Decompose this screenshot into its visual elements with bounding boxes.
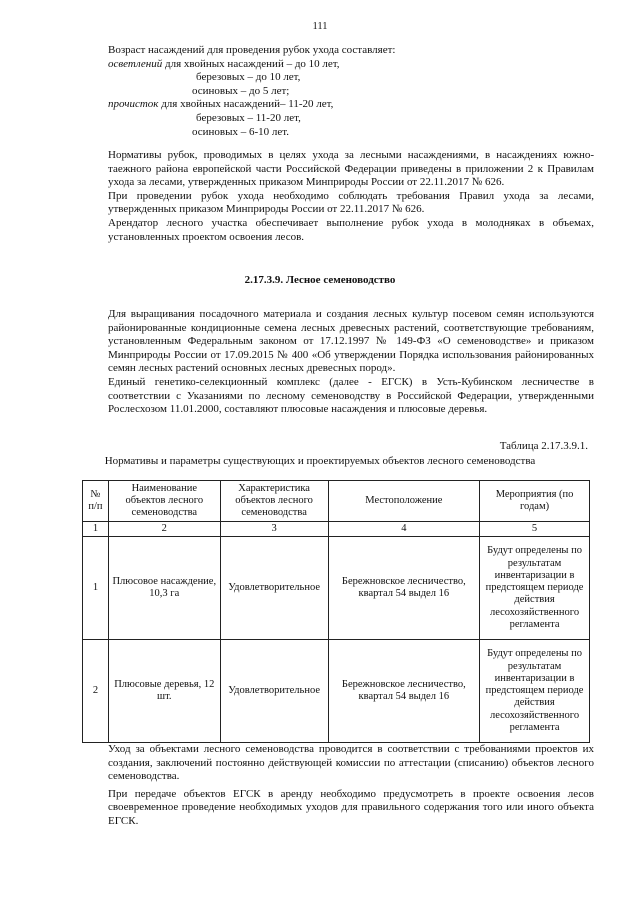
object-name: Плюсовое насаждение, 10,3 га — [108, 537, 220, 640]
intro-osvetleniya — [108, 58, 588, 72]
object-name: Плюсовые деревья, 12 шт. — [108, 640, 220, 743]
paragraph: Для выращивания посадочного материала и создания лесных культур посевом семян используются районированные кондиционные семена лесных древесных растений, соответствующие требованиям, установленным Федеральным законом от 17.12.1997 № 149-ФЗ «О семеноводстве» и приказом Минприроды России от 17.09.2015 № 400 «Об утверждении Порядка использования районированных семян лесных растений основных лесных древесных пород». — [108, 308, 594, 375]
table-label: Таблица 2.17.3.9.1. — [499, 440, 588, 452]
table-header-row — [83, 481, 590, 522]
paragraph-block-2 — [108, 308, 594, 417]
column-number-row — [83, 522, 590, 537]
row-number: 1 — [83, 537, 109, 640]
page-number: 111 — [312, 21, 328, 32]
object-activities: Будут определены по результатам инвентаризации в предстоящем периоде действия лесохозяйственного регламента — [480, 537, 590, 640]
object-location: Бережновское лесничество, квартал 54 выдел 16 — [328, 640, 480, 743]
object-location: Бережновское лесничество, квартал 54 выдел 16 — [328, 537, 480, 640]
intro-osv-birch: березовых – до 10 лет, — [196, 71, 301, 84]
intro-pro-aspen: осиновых – 6-10 лет. — [192, 125, 290, 138]
section-heading: 2.17.3.9. Лесное семеноводство — [244, 274, 396, 286]
paragraph-block-1 — [108, 149, 594, 244]
paragraph-block-3 — [108, 743, 594, 829]
paragraph: Арендатор лесного участка обеспечивает выполнение рубок ухода в молодняках в объемах, установленных проектом освоения лесов. — [108, 216, 594, 243]
table-row — [83, 537, 590, 640]
column-number: 5 — [480, 522, 590, 537]
object-characteristic: Удовлетворительное — [220, 640, 328, 743]
paragraph: При проведении рубок ухода необходимо соблюдать требования Правил ухода за лесами, утвержденных приказом Минприроды России от 22.11.2017 № 626. — [108, 189, 594, 216]
row-number: 2 — [83, 640, 109, 743]
column-number: 3 — [220, 522, 328, 537]
table-row — [83, 640, 590, 743]
column-number: 1 — [83, 522, 109, 537]
intro-pro-birch: березовых – 11-20 лет, — [196, 111, 301, 124]
paragraph: Нормативы рубок, проводимых в целях ухода за лесными насаждениями, в насаждениях южно-таежного района европейской части Российской Федерации приведены в приложении 2 к Правилам ухода за лесами, утвержденных приказом Минприроды России от 22.11.2017 № 626. — [108, 149, 594, 189]
term-prochistki: прочисток — [108, 98, 159, 111]
term-osvetleniya: осветлений — [108, 57, 163, 70]
intro-line: Возраст насаждений для проведения рубок ухода составляет: — [108, 44, 396, 56]
header-cell: Наименование объектов лесного семеноводства — [108, 481, 220, 522]
object-activities: Будут определены по результатам инвентаризации в предстоящем периоде действия лесохозяйственного регламента — [480, 640, 590, 743]
header-cell: № п/п — [83, 481, 109, 522]
column-number: 4 — [328, 522, 480, 537]
header-cell: Мероприятия (по годам) — [480, 481, 590, 522]
intro-osv-aspen: осиновых – до 5 лет; — [192, 84, 290, 97]
paragraph: Единый генетико-селекционный комплекс (далее - ЕГСК) в Усть-Кубинском лесничестве в соответствии с Указаниями по лесному семеноводству в Российской Федерации, утвержденными Рослесхозом 11.01.2000, составляют плюсовые насаждения и плюсовые деревья. — [108, 375, 594, 416]
paragraph: Уход за объектами лесного семеноводства проводится в соответствии с требованиями проектов их создания, заключений постоянно действующей комиссии по аттестации (списанию) объектов лесного семеноводства. — [108, 743, 594, 783]
header-cell: Местоположение — [328, 481, 480, 522]
intro-pro-text: для хвойных насаждений– 11-20 лет, — [158, 98, 334, 111]
intro-block — [108, 44, 588, 139]
seed-objects-table — [82, 480, 590, 743]
header-cell: Характеристика объектов лесного семеноводства — [220, 481, 328, 522]
table-caption: Нормативы и параметры существующих и проектируемых объектов лесного семеноводства — [104, 455, 536, 467]
paragraph: При передаче объектов ЕГСК в аренду необходимо предусмотреть в проекте освоения лесов своевременное проведение необходимых уходов для правильного содержания того или иного объекта ЕГСК. — [108, 787, 594, 827]
intro-osv-text: для хвойных насаждений – до 10 лет, — [162, 57, 340, 70]
intro-prochistki — [108, 98, 588, 112]
object-characteristic: Удовлетворительное — [220, 537, 328, 640]
column-number: 2 — [108, 522, 220, 537]
